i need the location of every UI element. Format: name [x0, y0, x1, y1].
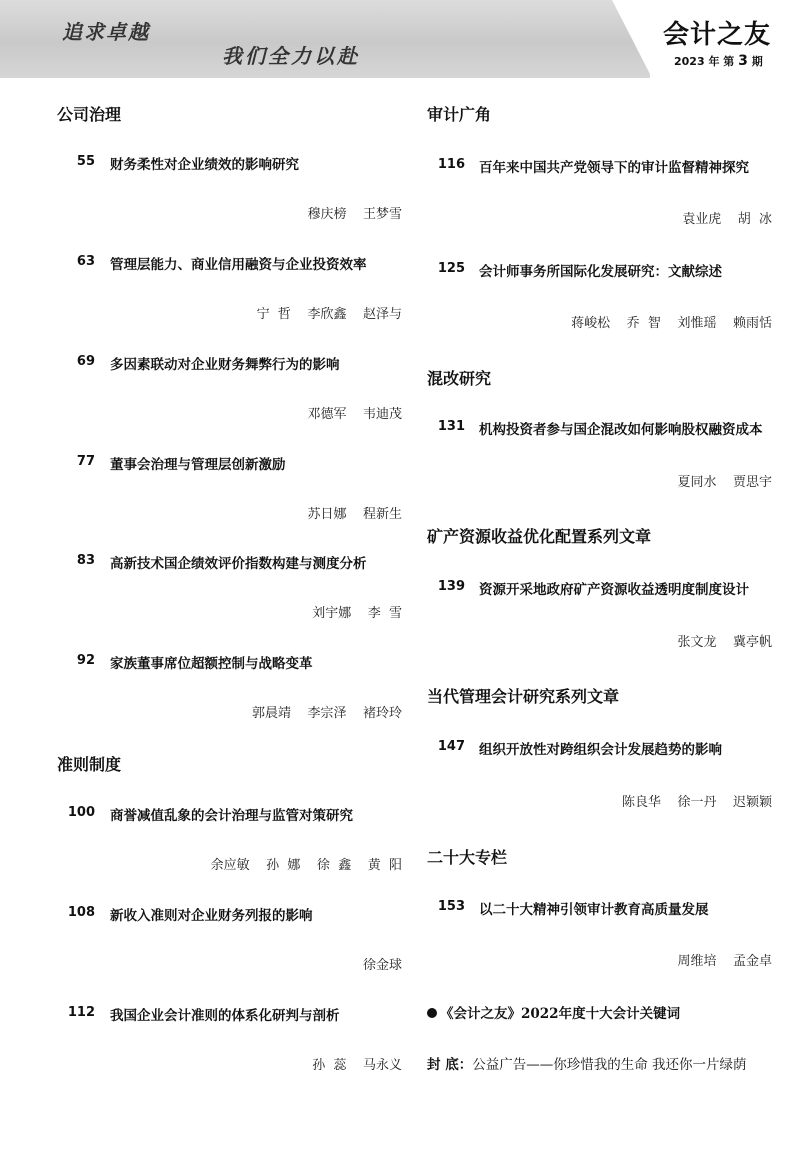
article-page: 139 [437, 579, 465, 594]
article-title[interactable]: 会计师事务所国际化发展研究：文献综述 [479, 264, 722, 280]
article-title[interactable]: 高新技术国企绩效评价指数构建与测度分析 [110, 556, 367, 572]
article-authors: 余应敏 孙 娜 徐 鑫 黄 阳 [210, 858, 402, 873]
section-title: 审计广角 [427, 105, 492, 124]
article-page: 153 [437, 899, 465, 914]
issue-year-suffix: 年 第 [708, 55, 735, 68]
article-page: 92 [76, 653, 95, 668]
article-authors: 刘宇娜 李 雪 [312, 606, 402, 621]
article-authors: 邓德军 韦迪茂 [307, 407, 402, 422]
article-title[interactable]: 以二十大精神引领审计教育高质量发展 [479, 902, 709, 918]
article-title[interactable]: 董事会治理与管理层创新激励 [110, 457, 286, 473]
article-authors: 苏日娜 程新生 [307, 507, 402, 522]
article-page: 125 [437, 261, 465, 276]
article-title[interactable]: 多因素联动对企业财务舞弊行为的影响 [110, 357, 340, 373]
article-title[interactable]: 我国企业会计准则的体系化研判与剖析 [110, 1008, 340, 1024]
section-title: 混改研究 [427, 369, 492, 388]
article-authors: 郭晨靖 李宗泽 褚玲玲 [251, 706, 402, 721]
keywords-note[interactable] [427, 1002, 680, 1022]
back-cover-text: 公益广告——你珍惜我的生命 我还你一片绿荫 [472, 1057, 747, 1073]
bullet-icon [427, 1008, 437, 1018]
article-title[interactable]: 组织开放性对跨组织会计发展趋势的影响 [479, 742, 722, 758]
article-page: 63 [76, 254, 95, 269]
back-cover-note [427, 1053, 747, 1073]
article-authors: 徐金球 [362, 958, 402, 973]
article-page: 112 [67, 1005, 95, 1020]
article-page: 147 [437, 739, 465, 754]
article-page: 77 [76, 454, 95, 469]
slogan-line-2: 我们全力以赴 [222, 44, 360, 68]
article-authors: 宁 哲 李欣鑫 赵泽与 [256, 307, 402, 322]
article-authors: 陈良华 徐一丹 迟颖颖 [621, 795, 772, 810]
article-authors: 蒋峻松 乔 智 刘惟瑶 赖雨恬 [571, 316, 772, 331]
article-authors: 孙 蕊 马永义 [312, 1058, 402, 1073]
article-page: 55 [76, 154, 95, 169]
article-title[interactable]: 管理层能力、商业信用融资与企业投资效率 [110, 257, 367, 273]
section-title: 公司治理 [57, 105, 122, 124]
article-page: 116 [437, 157, 465, 172]
article-authors: 袁业虎 胡 冰 [682, 212, 772, 227]
article-title[interactable]: 家族董事席位超额控制与战略变革 [110, 656, 313, 672]
article-authors: 穆庆榜 王梦雪 [307, 207, 402, 222]
article-title[interactable]: 财务柔性对企业绩效的影响研究 [110, 157, 299, 173]
article-title[interactable]: 机构投资者参与国企混改如何影响股权融资成本 [479, 422, 763, 438]
section-title: 矿产资源收益优化配置系列文章 [427, 527, 652, 546]
article-title[interactable]: 新收入准则对企业财务列报的影响 [110, 908, 313, 924]
article-page: 108 [67, 905, 95, 920]
article-title[interactable]: 百年来中国共产党领导下的审计监督精神探究 [479, 160, 749, 176]
section-title: 当代管理会计研究系列文章 [427, 687, 620, 706]
article-page: 69 [76, 354, 95, 369]
header-diagonal [612, 0, 652, 78]
article-title[interactable]: 商誉减值乱象的会计治理与监管对策研究 [110, 808, 353, 824]
slogan-line-1: 追求卓越 [62, 20, 150, 44]
section-title: 二十大专栏 [427, 848, 508, 867]
article-page: 83 [76, 553, 95, 568]
section-title: 准则制度 [57, 755, 122, 774]
article-page: 131 [437, 419, 465, 434]
article-authors: 张文龙 冀亭帆 [677, 635, 772, 650]
issue-year: 2023 [674, 55, 705, 68]
issue-info [674, 53, 763, 69]
issue-number: 3 [738, 53, 748, 69]
article-authors: 周维培 孟金卓 [677, 954, 772, 969]
back-cover-label: 封 底： [427, 1057, 473, 1073]
article-title[interactable]: 资源开采地政府矿产资源收益透明度制度设计 [479, 582, 749, 598]
issue-suffix: 期 [751, 55, 763, 68]
journal-title: 会计之友 [663, 20, 772, 50]
article-page: 100 [67, 805, 95, 820]
article-authors: 夏同水 贾思宇 [677, 475, 772, 490]
keywords-text: 《会计之友》2022年度十大会计关键词 [440, 1006, 681, 1022]
